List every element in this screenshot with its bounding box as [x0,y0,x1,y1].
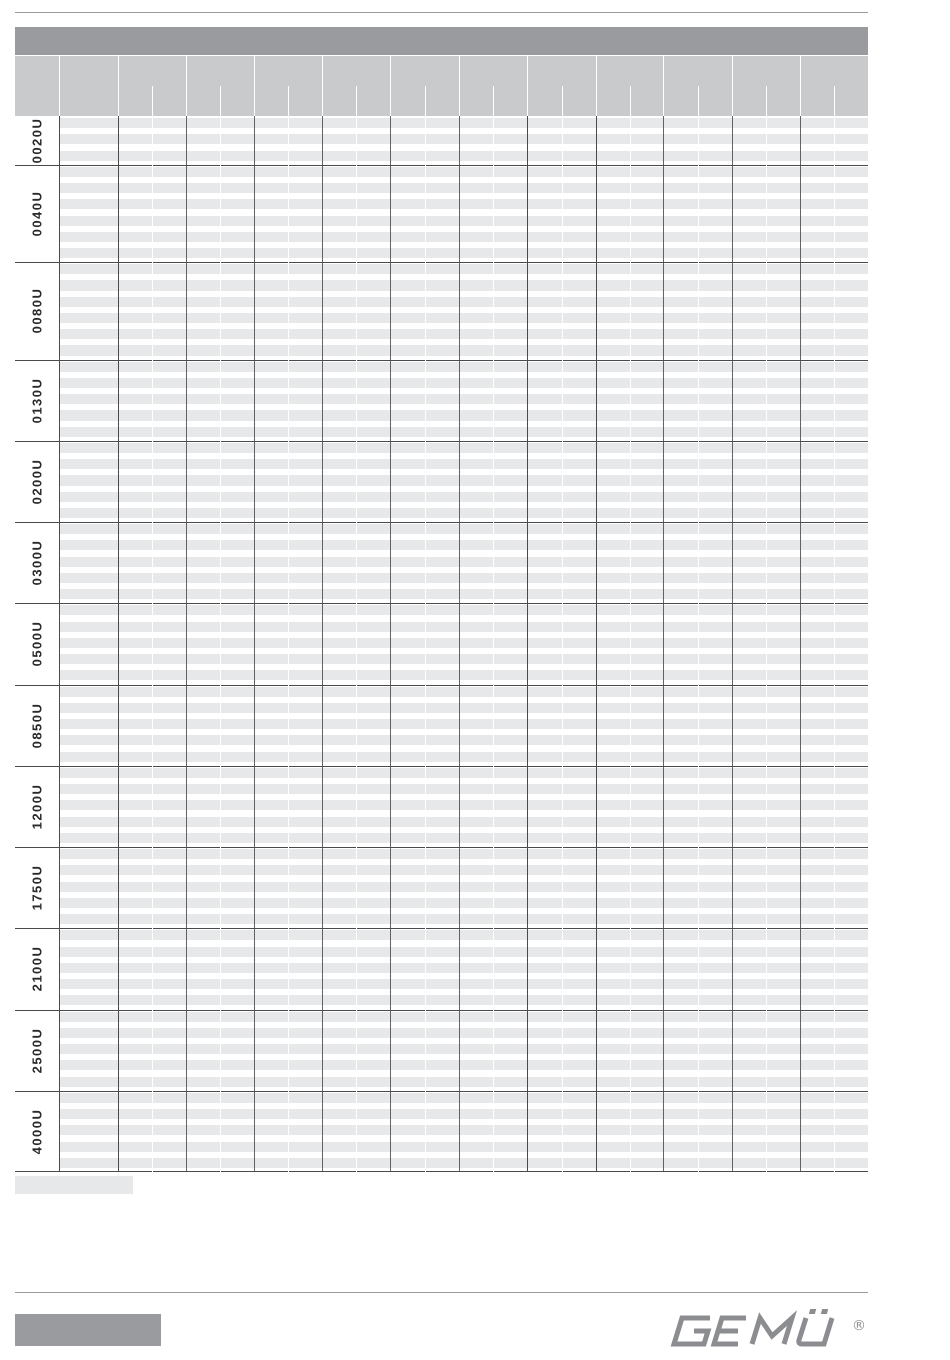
table-row [59,199,868,209]
sub-column-divider [630,116,631,1172]
table-row [59,687,868,697]
bottom-rule [15,1292,868,1293]
header-column-divider [459,56,460,116]
table-row [59,654,868,664]
table-row [59,443,868,453]
row-group-label [15,1010,59,1091]
table-row [59,1158,868,1168]
table-row [59,1012,868,1022]
sub-column-divider [493,116,494,1172]
column-divider [322,116,323,1172]
table-row [59,947,868,957]
table-row [59,1109,868,1119]
table-row [59,508,868,518]
table-row [59,573,868,583]
table-row [59,410,868,420]
table-row [59,1060,868,1070]
row-group-divider [15,1010,868,1011]
table-row [59,492,868,502]
top-rule [15,12,868,13]
table-row [59,475,868,485]
row-group-divider [15,262,868,263]
row-group-label-text: 0130U [29,377,45,424]
table-row [59,622,868,632]
footnote-box [15,1176,133,1194]
table-row [59,638,868,648]
table-row [59,459,868,469]
row-group-label [15,685,59,766]
header-sub-divider [766,86,767,116]
table-row [59,849,868,859]
table-row [59,151,868,161]
row-group-divider [15,1091,868,1092]
row-group-label [15,1091,59,1172]
header-sub-divider [834,86,835,116]
table-row [59,735,868,745]
column-divider [663,116,664,1172]
column-divider [800,116,801,1172]
column-divider [732,116,733,1172]
table-row [59,378,868,388]
table-row [59,605,868,615]
table-row [59,297,868,307]
row-group-label [15,116,59,165]
row-group-divider [15,685,868,686]
sub-column-divider [834,116,835,1172]
column-divider [254,116,255,1172]
row-group-divider [15,928,868,929]
table-row [59,833,868,843]
header-column-divider [59,56,60,116]
header-column-divider [390,56,391,116]
row-group-label-text: 4000U [29,1108,45,1155]
column-divider [390,116,391,1172]
column-divider [186,116,187,1172]
table-row [59,995,868,1005]
sub-column-divider [425,116,426,1172]
table-row [59,345,868,355]
header-sub-divider [493,86,494,116]
row-group-label-text: 1200U [29,783,45,830]
header-column-divider [186,56,187,116]
footer-page-box [15,1314,161,1346]
row-group-label-text: 0850U [29,702,45,749]
row-group-label [15,928,59,1009]
header-sub-divider [698,86,699,116]
table-row [59,865,868,875]
row-group-divider [15,603,868,604]
table-row [59,1093,868,1103]
table-row [59,362,868,372]
table-row [59,979,868,989]
table-row [59,248,868,258]
header-sub-divider [356,86,357,116]
row-group-divider [15,360,868,361]
table-row [59,784,868,794]
table-row [59,280,868,290]
row-group-label-text: 2500U [29,1027,45,1074]
table-row [59,183,868,193]
row-group-label-text: 0080U [29,288,45,334]
sub-column-divider [152,116,153,1172]
header-column-divider [254,56,255,116]
table-row [59,427,868,437]
table-row [59,540,868,550]
row-group-label [15,165,59,262]
row-group-label [15,262,59,359]
table-row [59,1044,868,1054]
row-group-divider [15,165,868,166]
header-sub-divider [220,86,221,116]
table-row [59,329,868,339]
row-group-label [15,603,59,684]
column-divider [118,116,119,1172]
table-row [59,800,868,810]
row-group-label-text: 0500U [29,621,45,667]
table-row [59,557,868,567]
table-row [59,703,868,713]
header-sub-divider [562,86,563,116]
table-row [59,752,868,762]
table-row [59,524,868,534]
table-row [59,264,868,274]
table-row [59,1142,868,1152]
header-column-divider [596,56,597,116]
table-row [59,216,868,226]
sub-column-divider [220,116,221,1172]
table-row [59,817,868,827]
table-row [59,1028,868,1038]
row-group-label-text: 0020U [29,117,45,164]
row-group-label-text: 0040U [29,190,45,237]
table-row [59,134,868,144]
table-row [59,589,868,599]
table-row [59,232,868,242]
row-group-divider [15,441,868,442]
gemu-logo [668,1306,873,1354]
table-row [59,670,868,680]
table-row [59,768,868,778]
sub-column-divider [766,116,767,1172]
row-group-label [15,441,59,522]
row-group-label-text: 0200U [29,458,45,505]
sub-column-divider [562,116,563,1172]
row-group-label [15,360,59,441]
row-group-divider [15,1171,868,1172]
registered-mark: ® [852,1318,866,1334]
table-row [59,719,868,729]
header-column-divider [527,56,528,116]
row-group-label [15,522,59,603]
sub-column-divider [356,116,357,1172]
table-title-bar [15,27,868,55]
row-group-divider [15,766,868,767]
header-column-divider [118,56,119,116]
table-row [59,930,868,940]
row-group-divider [15,522,868,523]
table-header-row [15,56,868,116]
row-group-label-text: 1750U [29,864,45,911]
sub-column-divider [288,116,289,1172]
header-sub-divider [152,86,153,116]
header-sub-divider [288,86,289,116]
header-column-divider [732,56,733,116]
header-column-divider [322,56,323,116]
table-row [59,1125,868,1135]
header-column-divider [800,56,801,116]
row-group-divider [15,847,868,848]
column-divider [59,116,60,1172]
row-group-label [15,847,59,928]
column-divider [527,116,528,1172]
header-sub-divider [425,86,426,116]
row-group-label-text: 0300U [29,539,45,586]
table-row [59,1077,868,1087]
data-table [15,116,868,1172]
table-row [59,118,868,128]
sub-column-divider [698,116,699,1172]
column-divider [596,116,597,1172]
table-row [59,898,868,908]
row-group-label-text: 2100U [29,946,45,992]
header-column-divider [663,56,664,116]
table-row [59,394,868,404]
column-divider [459,116,460,1172]
table-row [59,963,868,973]
table-row [59,167,868,177]
row-group-label [15,766,59,847]
header-sub-divider [630,86,631,116]
table-row [59,914,868,924]
table-row [59,313,868,323]
table-row [59,882,868,892]
